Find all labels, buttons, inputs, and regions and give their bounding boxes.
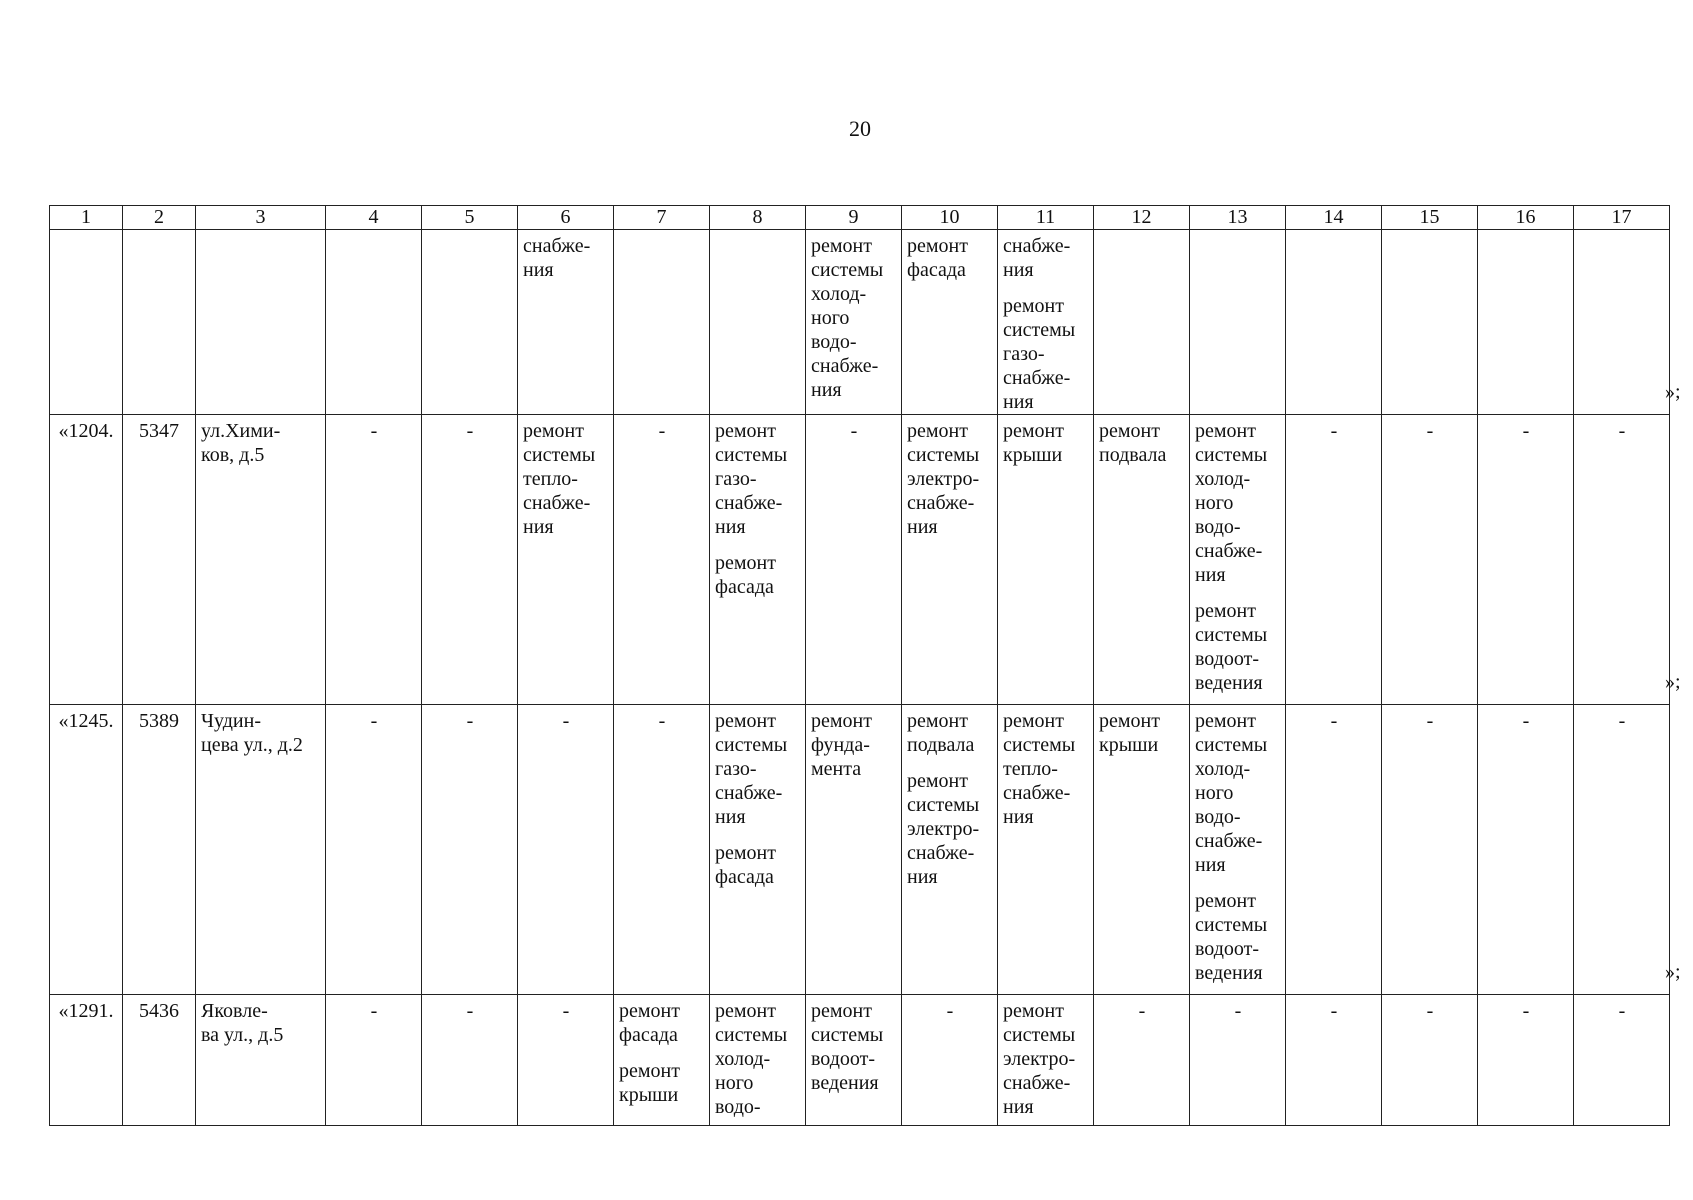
cell-entry <box>1579 709 1665 733</box>
cell-entry <box>1099 419 1185 467</box>
cell-text: мента <box>811 758 862 780</box>
cell-text: фунда- <box>811 734 870 756</box>
cell-entry <box>1195 599 1281 695</box>
table-row <box>50 705 1670 995</box>
table-row <box>50 230 1670 415</box>
cell-entry <box>715 419 801 539</box>
cell-text: ул.Хими- <box>201 420 281 442</box>
table-cell <box>123 995 196 1126</box>
cell-text: ремонт <box>1099 710 1160 732</box>
table-cell <box>1094 230 1190 415</box>
cell-text: - <box>1618 1000 1626 1022</box>
page-number: 20 <box>849 116 871 141</box>
table-cell <box>123 705 196 995</box>
cell-text: ния <box>907 866 938 888</box>
cell-entry <box>907 234 993 282</box>
cell-text: электро- <box>907 818 980 840</box>
cell-text: системы <box>1003 319 1076 341</box>
cell-text: водо- <box>715 1096 761 1118</box>
table-cell <box>1382 230 1478 415</box>
column-number-cell: 3 <box>196 206 326 230</box>
cell-text: - <box>1618 420 1626 442</box>
cell-text: - <box>1234 1000 1242 1022</box>
cell-entry <box>715 999 801 1119</box>
table-cell <box>196 230 326 415</box>
cell-text: крыши <box>1003 444 1063 466</box>
cell-text: снабже- <box>1003 235 1071 257</box>
cell-entry <box>427 419 513 443</box>
cell-entry <box>53 709 119 733</box>
cell-entry <box>1003 294 1089 414</box>
cell-entry <box>1291 999 1377 1023</box>
cell-text: ного <box>1195 492 1234 514</box>
cell-text: ремонт <box>907 770 968 792</box>
cell-entry <box>619 1059 705 1107</box>
table-cell <box>1478 415 1574 705</box>
cell-entry <box>331 999 417 1023</box>
cell-text: системы <box>1003 734 1076 756</box>
cell-text: системы <box>715 1024 788 1046</box>
cell-text: крыши <box>619 1084 679 1106</box>
cell-text: ремонт <box>907 420 968 442</box>
cell-text: ния <box>811 379 842 401</box>
cell-text: ния <box>1003 806 1034 828</box>
cell-entry <box>907 709 993 757</box>
table-cell <box>710 705 806 995</box>
cell-text: 5347 <box>139 420 179 442</box>
cell-text: ремонт <box>715 710 776 732</box>
cell-text: системы <box>811 1024 884 1046</box>
table-cell <box>1286 995 1382 1126</box>
cell-text: - <box>1330 710 1338 732</box>
cell-text: фасада <box>619 1024 678 1046</box>
cell-text: ния <box>1003 1096 1034 1118</box>
repair-schedule-table <box>49 205 1670 1126</box>
cell-entry <box>126 419 192 443</box>
cell-text: фасада <box>715 576 774 598</box>
column-number-cell: 6 <box>518 206 614 230</box>
cell-text: - <box>466 420 474 442</box>
cell-text: ремонт <box>907 235 968 257</box>
column-number-cell: 4 <box>326 206 422 230</box>
cell-text: газо- <box>715 758 757 780</box>
cell-text: холод- <box>811 283 867 305</box>
cell-text: тепло- <box>523 468 578 490</box>
cell-text: ремонт <box>907 710 968 732</box>
cell-text: ремонт <box>715 420 776 442</box>
table-cell <box>998 230 1094 415</box>
cell-text: ведения <box>811 1072 879 1094</box>
cell-text: водо- <box>1195 516 1241 538</box>
table-cell <box>422 230 518 415</box>
column-number-cell: 16 <box>1478 206 1574 230</box>
table-cell <box>1574 415 1670 705</box>
cell-text: - <box>466 1000 474 1022</box>
cell-entry <box>427 709 513 733</box>
cell-entry <box>619 419 705 443</box>
column-number-cell: 8 <box>710 206 806 230</box>
table-cell <box>50 995 123 1126</box>
table-row <box>50 415 1670 705</box>
table-cell <box>123 230 196 415</box>
cell-text: снабже- <box>1003 1072 1071 1094</box>
cell-text: ремонт <box>715 1000 776 1022</box>
cell-text: - <box>658 710 666 732</box>
cell-text: подвала <box>907 734 975 756</box>
cell-text: - <box>1426 1000 1434 1022</box>
cell-text: цева ул., д.2 <box>201 734 303 756</box>
cell-entry <box>811 999 897 1095</box>
table-cell <box>710 415 806 705</box>
column-number-cell: 14 <box>1286 206 1382 230</box>
cell-entry <box>126 999 192 1023</box>
cell-entry <box>523 999 609 1023</box>
table-cell <box>1478 230 1574 415</box>
cell-text: системы <box>1195 624 1268 646</box>
cell-text: фасада <box>907 259 966 281</box>
column-number-cell: 17 <box>1574 206 1670 230</box>
cell-text: системы <box>715 734 788 756</box>
cell-entry <box>523 709 609 733</box>
cell-entry <box>1387 709 1473 733</box>
cell-text: ремонт <box>1195 890 1256 912</box>
table-cell <box>902 415 998 705</box>
table-cell <box>518 230 614 415</box>
cell-entry <box>619 999 705 1047</box>
cell-text: снабже- <box>715 492 783 514</box>
cell-text: ния <box>523 259 554 281</box>
cell-text: - <box>1522 710 1530 732</box>
column-number-cell: 1 <box>50 206 123 230</box>
table-cell <box>1286 705 1382 995</box>
cell-entry <box>811 709 897 781</box>
cell-entry <box>619 709 705 733</box>
column-number-cell: 9 <box>806 206 902 230</box>
cell-text: системы <box>1003 1024 1076 1046</box>
cell-text: - <box>850 420 858 442</box>
cell-text: электро- <box>907 468 980 490</box>
cell-text: ков, д.5 <box>201 444 265 466</box>
table-cell <box>1094 995 1190 1126</box>
cell-text: ремонт <box>811 710 872 732</box>
row-closing-quote: »; <box>1665 381 1681 403</box>
cell-text: крыши <box>1099 734 1159 756</box>
cell-text: холод- <box>715 1048 771 1070</box>
table-cell <box>326 230 422 415</box>
cell-text: ва ул., д.5 <box>201 1024 284 1046</box>
column-number-cell: 5 <box>422 206 518 230</box>
cell-text: - <box>1330 1000 1338 1022</box>
cell-entry <box>1003 419 1089 467</box>
table-cell <box>998 995 1094 1126</box>
table-cell <box>1286 230 1382 415</box>
cell-text: ния <box>715 806 746 828</box>
cell-text: ния <box>1195 854 1226 876</box>
cell-entry <box>201 999 321 1047</box>
column-number-cell: 13 <box>1190 206 1286 230</box>
cell-text: ведения <box>1195 672 1263 694</box>
cell-text: - <box>1522 420 1530 442</box>
cell-entry <box>907 769 993 889</box>
cell-text: снабже- <box>1003 367 1071 389</box>
cell-text: ремонт <box>715 842 776 864</box>
cell-entry <box>1195 889 1281 985</box>
cell-entry <box>715 551 801 599</box>
cell-entry <box>1195 999 1281 1023</box>
column-number-cell: 15 <box>1382 206 1478 230</box>
table-cell <box>1382 415 1478 705</box>
cell-text: системы <box>811 259 884 281</box>
table-cell <box>50 415 123 705</box>
table-cell <box>1094 415 1190 705</box>
cell-text: 5436 <box>139 1000 179 1022</box>
cell-text: водо- <box>811 331 857 353</box>
table-cell <box>518 705 614 995</box>
cell-text: снабже- <box>1003 782 1071 804</box>
cell-text: снабже- <box>811 355 879 377</box>
cell-text: ния <box>907 516 938 538</box>
cell-entry <box>1291 709 1377 733</box>
table-cell <box>998 705 1094 995</box>
cell-text: - <box>1618 710 1626 732</box>
cell-text: ведения <box>1195 962 1263 984</box>
table-cell <box>422 415 518 705</box>
table-cell <box>50 230 123 415</box>
table-cell <box>326 995 422 1126</box>
cell-text: системы <box>1195 734 1268 756</box>
cell-text: Яковле- <box>201 1000 268 1022</box>
column-number-cell: 2 <box>123 206 196 230</box>
cell-entry <box>523 419 609 539</box>
cell-text: - <box>562 710 570 732</box>
row-closing-quote: »; <box>1665 671 1681 693</box>
cell-text: - <box>370 710 378 732</box>
cell-entry <box>1195 419 1281 587</box>
cell-text: снабже- <box>907 492 975 514</box>
cell-entry <box>1003 234 1089 282</box>
cell-text: - <box>946 1000 954 1022</box>
table-cell <box>123 415 196 705</box>
cell-text: снабже- <box>1195 540 1263 562</box>
cell-text: фасада <box>715 866 774 888</box>
cell-text: Чудин- <box>201 710 261 732</box>
cell-text: системы <box>715 444 788 466</box>
table-cell <box>806 995 902 1126</box>
cell-entry <box>811 419 897 443</box>
table-row <box>50 995 1670 1126</box>
cell-entry <box>1387 419 1473 443</box>
cell-text: 5389 <box>139 710 179 732</box>
cell-text: газо- <box>715 468 757 490</box>
cell-text: - <box>1426 710 1434 732</box>
table-cell <box>710 995 806 1126</box>
cell-entry <box>523 234 609 282</box>
cell-text: - <box>1138 1000 1146 1022</box>
cell-entry <box>715 841 801 889</box>
table-cell <box>806 230 902 415</box>
column-number-cell: 7 <box>614 206 710 230</box>
cell-text: системы <box>1195 914 1268 936</box>
cell-text: ремонт <box>1195 420 1256 442</box>
cell-entry <box>331 709 417 733</box>
row-closing-quote: »; <box>1665 961 1681 983</box>
cell-text: ного <box>1195 782 1234 804</box>
table-cell <box>1094 705 1190 995</box>
cell-text: ного <box>715 1072 754 1094</box>
cell-text: ремонт <box>1195 600 1256 622</box>
cell-text: ремонт <box>1003 710 1064 732</box>
cell-text: ремонт <box>619 1060 680 1082</box>
cell-text: ремонт <box>1003 1000 1064 1022</box>
cell-entry <box>1483 709 1569 733</box>
cell-text: - <box>466 710 474 732</box>
table-cell <box>326 415 422 705</box>
cell-entry <box>1003 709 1089 829</box>
table-cell <box>1190 705 1286 995</box>
cell-entry <box>907 999 993 1023</box>
table-cell <box>1574 705 1670 995</box>
cell-entry <box>331 419 417 443</box>
cell-entry <box>1291 419 1377 443</box>
table-cell <box>1478 995 1574 1126</box>
cell-text: водоот- <box>1195 938 1260 960</box>
cell-entry <box>427 999 513 1023</box>
cell-entry <box>201 709 321 757</box>
table-cell <box>1190 415 1286 705</box>
cell-text: ремонт <box>1195 710 1256 732</box>
table-cell <box>1478 705 1574 995</box>
cell-text: снабже- <box>907 842 975 864</box>
cell-entry <box>1003 999 1089 1119</box>
table-cell <box>710 230 806 415</box>
cell-text: - <box>370 1000 378 1022</box>
cell-text: ного <box>811 307 850 329</box>
table-cell <box>614 995 710 1126</box>
cell-text: ремонт <box>523 420 584 442</box>
cell-entry <box>907 419 993 539</box>
cell-text: «1291. <box>58 1000 114 1022</box>
table-cell <box>1574 230 1670 415</box>
cell-entry <box>1099 709 1185 757</box>
table-cell <box>1382 995 1478 1126</box>
cell-text: ремонт <box>811 1000 872 1022</box>
table-cell <box>806 705 902 995</box>
cell-text: водоот- <box>811 1048 876 1070</box>
cell-text: «1245. <box>58 710 114 732</box>
table-cell <box>50 705 123 995</box>
column-number-cell: 11 <box>998 206 1094 230</box>
table-cell <box>422 705 518 995</box>
table-cell <box>196 705 326 995</box>
cell-text: ния <box>715 516 746 538</box>
cell-entry <box>1387 999 1473 1023</box>
cell-text: - <box>370 420 378 442</box>
cell-text: системы <box>907 794 980 816</box>
cell-text: ния <box>523 516 554 538</box>
cell-text: ремонт <box>1003 420 1064 442</box>
cell-entry <box>715 709 801 829</box>
cell-entry <box>1195 709 1281 877</box>
table-cell <box>422 995 518 1126</box>
cell-text: ремонт <box>619 1000 680 1022</box>
cell-text: газо- <box>1003 343 1045 365</box>
column-number-cell: 12 <box>1094 206 1190 230</box>
cell-text: водо- <box>1195 806 1241 828</box>
cell-text: - <box>1426 420 1434 442</box>
cell-text: ремонт <box>1003 295 1064 317</box>
cell-entry <box>1483 999 1569 1023</box>
cell-entry <box>1579 999 1665 1023</box>
cell-text: - <box>562 1000 570 1022</box>
cell-entry <box>201 419 321 467</box>
cell-text: системы <box>907 444 980 466</box>
cell-text: ремонт <box>1099 420 1160 442</box>
table-cell <box>518 415 614 705</box>
cell-entry <box>126 709 192 733</box>
cell-text: тепло- <box>1003 758 1058 780</box>
cell-entry <box>1579 419 1665 443</box>
cell-text: водоот- <box>1195 648 1260 670</box>
cell-text: подвала <box>1099 444 1167 466</box>
cell-entry <box>53 999 119 1023</box>
table-cell <box>326 705 422 995</box>
table-cell <box>614 415 710 705</box>
cell-text: «1204. <box>58 420 114 442</box>
cell-text: ремонт <box>715 552 776 574</box>
table-cell <box>806 415 902 705</box>
table-body <box>50 206 1670 1126</box>
table-cell <box>1574 995 1670 1126</box>
table-cell <box>196 415 326 705</box>
cell-entry <box>53 419 119 443</box>
table-cell <box>902 230 998 415</box>
column-number-cell: 10 <box>902 206 998 230</box>
cell-entry <box>811 234 897 402</box>
cell-entry <box>1099 999 1185 1023</box>
cell-text: - <box>1330 420 1338 442</box>
table-cell <box>1190 995 1286 1126</box>
cell-text: снабже- <box>523 235 591 257</box>
table-cell <box>1382 705 1478 995</box>
table-cell <box>902 995 998 1126</box>
cell-text: ния <box>1003 259 1034 281</box>
table-cell <box>1190 230 1286 415</box>
cell-text: системы <box>523 444 596 466</box>
table-cell <box>614 705 710 995</box>
cell-text: снабже- <box>1195 830 1263 852</box>
cell-text: ния <box>1003 391 1034 413</box>
table-cell <box>518 995 614 1126</box>
cell-text: системы <box>1195 444 1268 466</box>
cell-text: ния <box>1195 564 1226 586</box>
cell-text: снабже- <box>715 782 783 804</box>
table-cell <box>196 995 326 1126</box>
cell-entry <box>1483 419 1569 443</box>
cell-text: снабже- <box>523 492 591 514</box>
cell-text: холод- <box>1195 468 1251 490</box>
cell-text: холод- <box>1195 758 1251 780</box>
cell-text: - <box>1522 1000 1530 1022</box>
cell-text: электро- <box>1003 1048 1076 1070</box>
cell-text: - <box>658 420 666 442</box>
table-cell <box>614 230 710 415</box>
column-number-row <box>50 206 1670 230</box>
table-cell <box>1286 415 1382 705</box>
table-cell <box>998 415 1094 705</box>
cell-text: ремонт <box>811 235 872 257</box>
table-cell <box>902 705 998 995</box>
